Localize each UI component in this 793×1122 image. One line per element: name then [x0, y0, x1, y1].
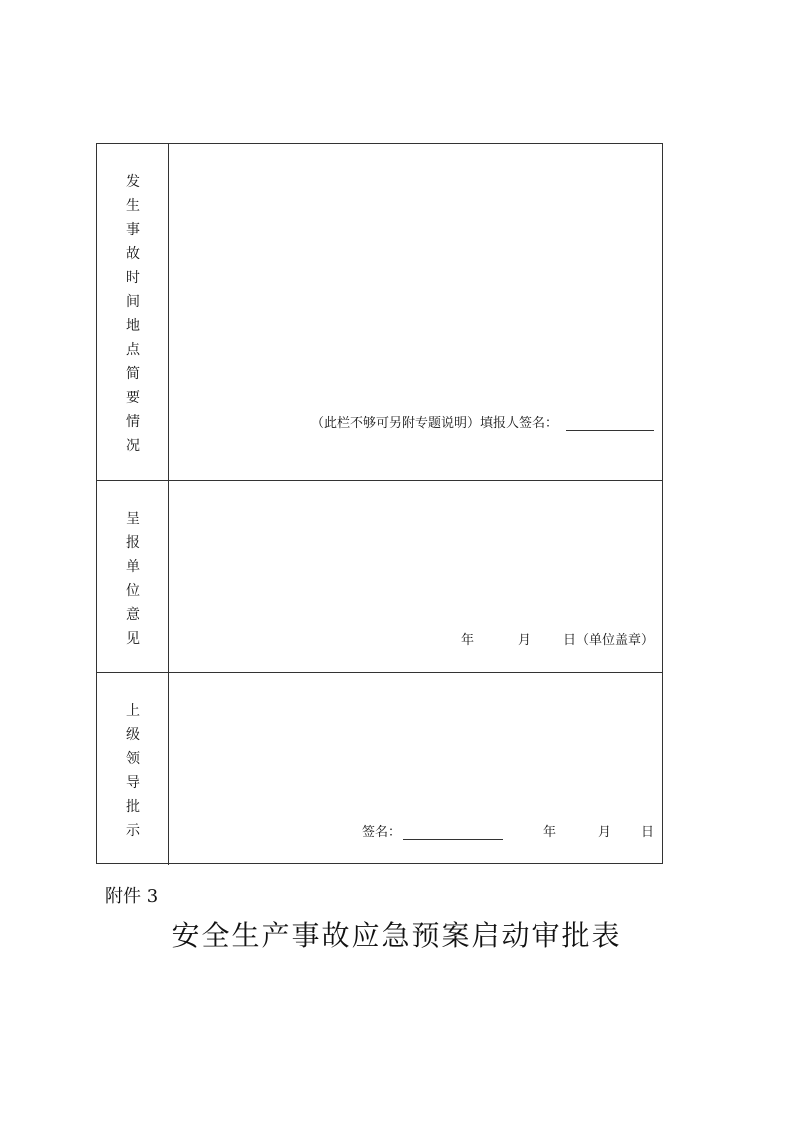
label-char: 故: [126, 246, 140, 262]
label-char: 情: [126, 414, 140, 430]
date-day: 日: [640, 825, 654, 840]
incident-summary-row: [97, 144, 662, 481]
label-char: 呈: [126, 511, 140, 527]
date-year: 年: [460, 633, 474, 648]
label-char: 生: [126, 198, 140, 214]
reporter-signature-field[interactable]: [566, 416, 654, 431]
label-char: 况: [126, 438, 140, 454]
label-char: 要: [126, 390, 140, 406]
document-title: 安全生产事故应急预案启动审批表: [171, 919, 622, 952]
date-day-seal: 日（单位盖章）: [562, 633, 654, 648]
reporting-unit-date-line: [461, 629, 654, 648]
label-char: 发: [126, 174, 140, 190]
label-char: 地: [126, 318, 140, 334]
label-char: 时: [126, 270, 140, 286]
leader-approval-content-cell[interactable]: [169, 673, 662, 865]
date-year: 年: [542, 825, 556, 840]
reporting-unit-row: [97, 481, 662, 673]
label-char: 示: [126, 823, 140, 839]
leader-approval-label-cell: [97, 673, 169, 865]
label-char: 见: [126, 631, 140, 647]
label-char: 事: [126, 222, 140, 238]
leader-signature-line: [362, 821, 654, 840]
date-month: 月: [517, 633, 531, 648]
label-char: 导: [126, 775, 140, 791]
supplement-note: （此栏不够可另附专题说明）填报人签名：: [310, 416, 558, 431]
leader-approval-row: [97, 673, 662, 865]
label-char: 上: [126, 703, 140, 719]
incident-summary-label-cell: [97, 144, 169, 480]
attachment-label: 附件 3: [105, 886, 159, 907]
approval-form-table: [96, 143, 663, 864]
reporting-unit-label: [97, 507, 169, 651]
label-char: 报: [126, 535, 140, 551]
incident-summary-label: [97, 170, 169, 458]
label-char: 级: [126, 727, 140, 743]
label-char: 领: [126, 751, 140, 767]
label-char: 简: [126, 366, 140, 382]
label-char: 意: [126, 607, 140, 623]
leader-approval-label: [97, 699, 169, 843]
label-char: 批: [126, 799, 140, 815]
sign-label: 签名：: [361, 825, 401, 840]
label-char: 间: [126, 294, 140, 310]
reporter-signature-line: [311, 412, 654, 431]
reporting-unit-content-cell[interactable]: [169, 481, 662, 672]
label-char: 位: [126, 583, 140, 599]
incident-summary-content-cell[interactable]: [169, 144, 662, 480]
reporting-unit-label-cell: [97, 481, 169, 672]
date-month: 月: [597, 825, 611, 840]
label-char: 单: [126, 559, 140, 575]
leader-signature-field[interactable]: [403, 825, 503, 840]
label-char: 点: [126, 342, 140, 358]
